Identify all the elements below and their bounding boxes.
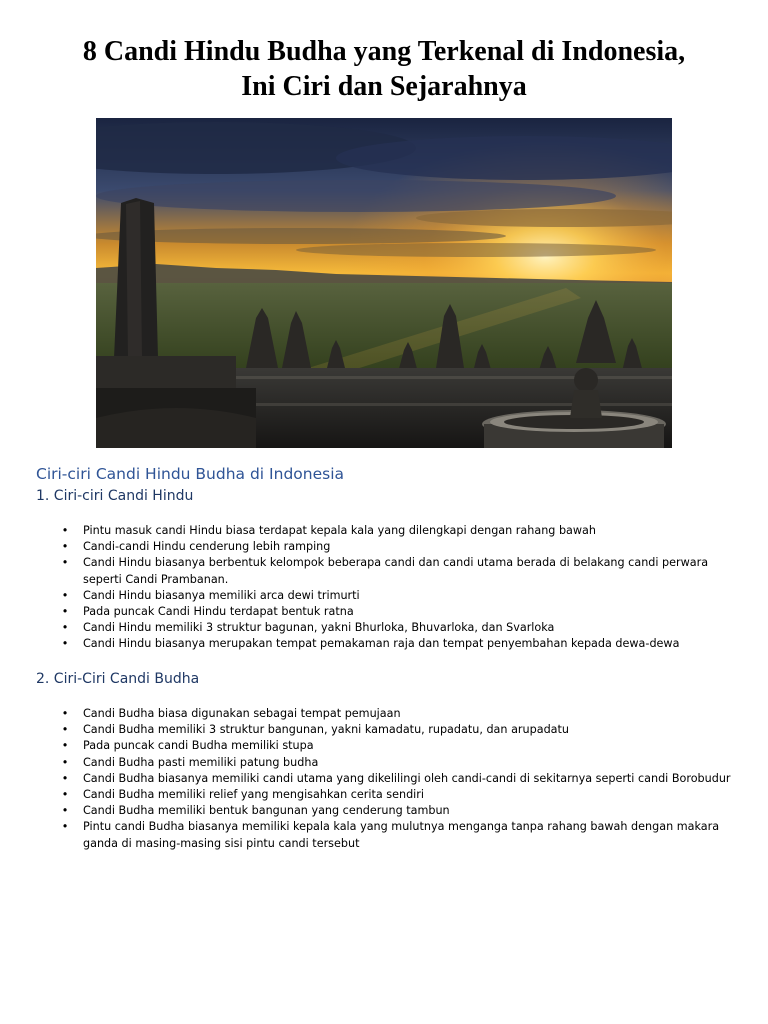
bullet-icon: • xyxy=(61,637,69,651)
hindu-heading: 1. Ciri-ciri Candi Hindu xyxy=(36,488,194,504)
list-item: • Candi Budha biasa digunakan sebagai tempat pemujaan xyxy=(60,706,732,722)
list-item: • Pintu masuk candi Hindu biasa terdapat kepala kala yang dilengkapi dengan rahang bawah xyxy=(60,523,732,539)
hero-image xyxy=(96,118,672,448)
list-item: • Candi Hindu biasanya memiliki arca dewi trimurti xyxy=(60,588,732,604)
bullet-icon: • xyxy=(61,588,69,602)
budha-heading: 2. Ciri-Ciri Candi Budha xyxy=(36,671,200,687)
hindu-list xyxy=(60,523,732,653)
bullet-icon: • xyxy=(61,707,69,720)
list-item: • Candi Hindu biasanya merupakan tempat pemakaman raja dan tempat penyembahan kepada dewa-dewa xyxy=(60,636,732,652)
bullet-icon: • xyxy=(61,771,69,785)
bullet-icon: • xyxy=(61,723,69,737)
bullet-icon: • xyxy=(61,524,69,537)
page-title-line-2: Ini Ciri dan Sejarahnya xyxy=(241,71,527,102)
section-heading: Ciri-ciri Candi Hindu Budha di Indonesia xyxy=(36,465,345,483)
bullet-icon: • xyxy=(61,621,69,635)
bullet-icon: • xyxy=(61,788,69,802)
list-item: • Candi Budha memiliki bentuk bangunan yang cenderung tambun xyxy=(60,803,732,819)
bullet-icon: • xyxy=(61,540,69,554)
list-item: • Candi Hindu biasanya berbentuk kelompok beberapa candi dan candi utama berada di belakang candi perwara seperti Candi Prambanan. xyxy=(61,556,709,586)
bullet-icon: • xyxy=(61,804,69,818)
list-item: • Pada puncak candi Budha memiliki stupa xyxy=(60,738,732,754)
page-title-line-1: 8 Candi Hindu Budha yang Terkenal di Indonesia, xyxy=(82,36,686,67)
list-item: • Pada puncak Candi Hindu terdapat bentuk ratna xyxy=(60,604,732,620)
list-item: • Candi-candi Hindu cenderung lebih ramping xyxy=(60,539,732,555)
budha-list xyxy=(60,706,732,852)
borobudur-sunset-photo xyxy=(96,118,672,448)
bullet-icon: • xyxy=(61,605,69,619)
bullet-icon: • xyxy=(61,739,69,753)
list-item: • Candi Budha biasanya memiliki candi utama yang dikelilingi oleh candi-candi di sekitarnya seperti candi Borobudur xyxy=(60,771,732,787)
list-item: • Candi Budha pasti memiliki patung budha xyxy=(60,755,732,771)
list-item: • Pintu candi Budha biasanya memiliki kepala kala yang mulutnya menganga tanpa rahang bawah dengan makara ganda di masing-masing sisi pintu candi tersebut xyxy=(61,820,720,850)
bullet-icon: • xyxy=(61,755,69,769)
list-item: • Candi Budha memiliki relief yang mengisahkan cerita sendiri xyxy=(60,787,732,803)
list-item: • Candi Hindu memiliki 3 struktur bagunan, yakni Bhurloka, Bhuvarloka, dan Svarloka xyxy=(60,620,732,636)
list-item: • Candi Budha memiliki 3 struktur bangunan, yakni kamadatu, rupadatu, dan arupadatu xyxy=(60,722,732,738)
bullet-icon: • xyxy=(61,556,69,570)
page-title xyxy=(20,34,748,104)
bullet-icon: • xyxy=(61,820,69,834)
